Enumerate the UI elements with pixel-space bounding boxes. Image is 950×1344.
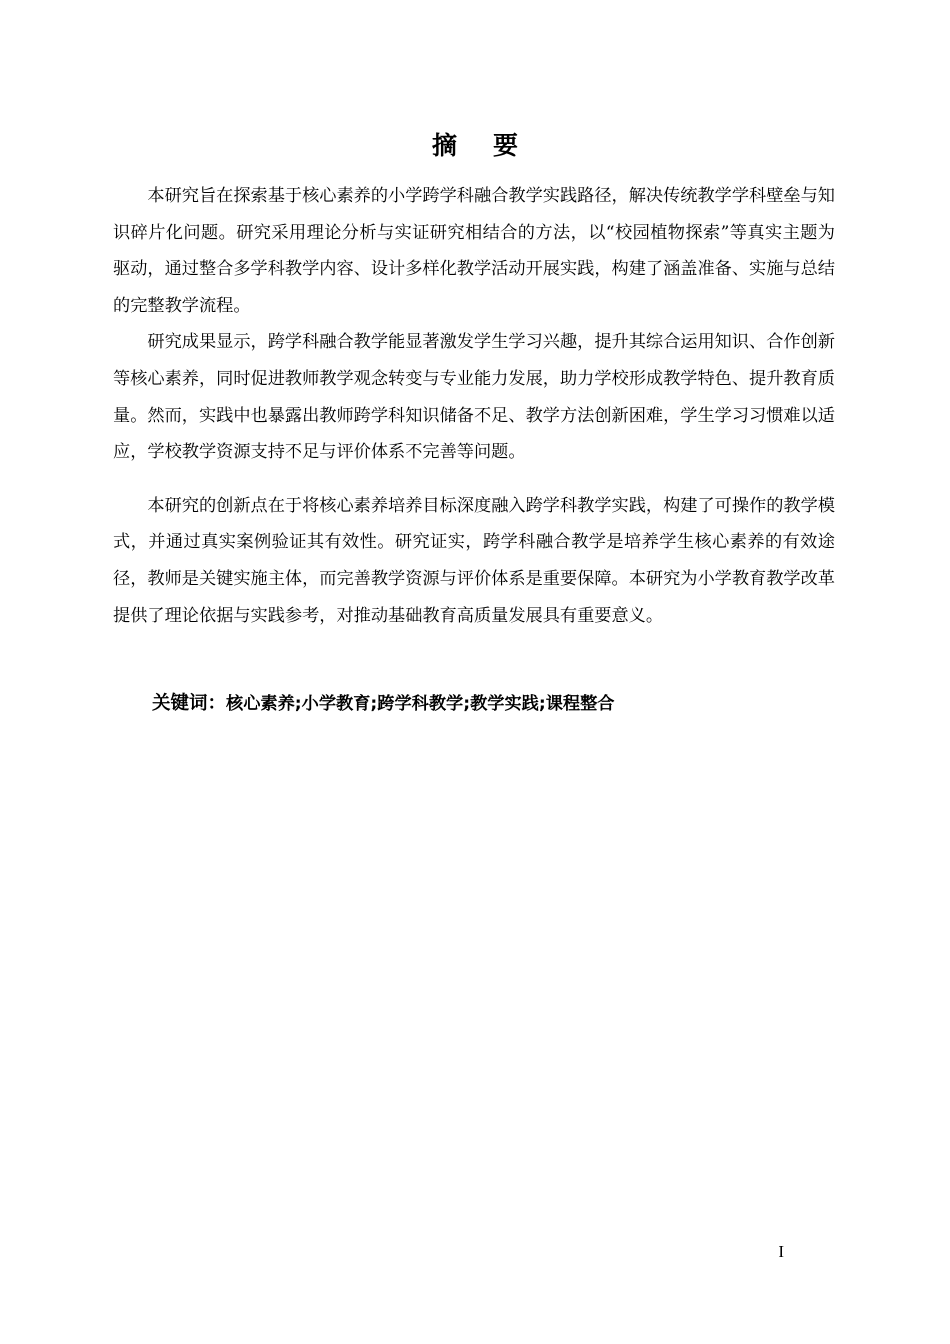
abstract-paragraph-3: 本研究的创新点在于将核心素养培养目标深度融入跨学科教学实践，构建了可操作的教学模式，并通过真实案例验证其有效性。研究证实，跨学科融合教学是培养学生核心素养的有效途径，教师是关键实施主体，而完善教学资源与评价体系是重要保障。本研究为小学教育教学改革提供了理论依据与实践参考，对推动基础教育高质量发展具有重要意义。 [113,495,835,626]
keywords-label: 关键词： [152,693,227,714]
keywords-list: 核心素养;小学教育;跨学科教学;教学实践;课程整合 [226,694,615,714]
abstract-body [113,178,835,634]
page-number: I [778,1242,784,1261]
abstract-paragraph-1: 本研究旨在探索基于核心素养的小学跨学科融合教学实践路径，解决传统教学学科壁垒与知识碎片化问题。研究采用理论分析与实证研究相结合的方法，以“校园植物探索”等真实主题为驱动，通过整合多学科教学内容、设计多样化教学活动开展实践，构建了涵盖准备、实施与总结的完整教学流程。 [113,186,835,316]
abstract-paragraph-2: 研究成果显示，跨学科融合教学能显著激发学生学习兴趣，提升其综合运用知识、合作创新等核心素养，同时促进教师教学观念转变与专业能力发展，助力学校形成教学特色、提升教育质量。然而，实践中也暴露出教师跨学科知识储备不足、教学方法创新困难，学生学习习惯难以适应，学校教学资源支持不足与评价体系不完善等问题。 [113,332,835,463]
keywords-line [152,687,614,721]
abstract-title: 摘要 [431,131,554,160]
